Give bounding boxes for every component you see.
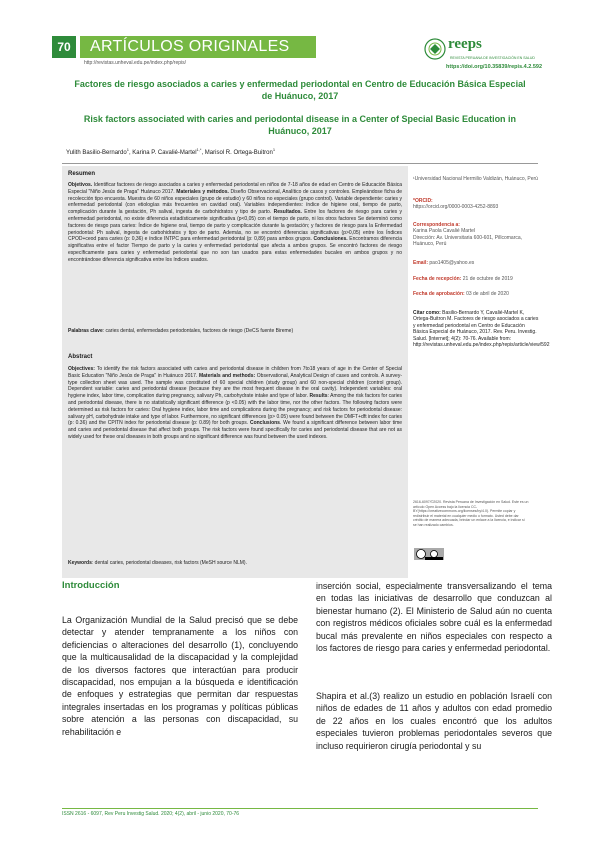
text: : Among the risk factors for caries and periodontal disease, there is no statistically significant difference (p <0.05) with the labor time, nor the other factors. The following factors were determined as risk factors for caries: Oral hygiene index, labor time and complications during the pregnancy; and risk factors for periodontal disease: salivary pH, carbohydrate intake and type of labor. Furthermore, no significant differences (p> 0.05) were found between the DMFT+dft index for caries (p: 0.36) and the CPITN index for periodontal disease (p: 0.89) for both groups. bbox=[68, 393, 402, 427]
email-label: Email: bbox=[413, 260, 429, 266]
text: To identify the risk factors associated with caries and periodontal disease in children from 7to18 years of age in the Center of Special Basic Education "Niño Jesús de Praga" in Huánuco 2017. bbox=[68, 366, 402, 379]
reception-label: Fecha de recepción: bbox=[413, 276, 462, 282]
palabras-clave bbox=[68, 328, 402, 335]
approval-date bbox=[413, 291, 541, 297]
label: Materials and methods: bbox=[198, 372, 256, 379]
orcid-block bbox=[413, 198, 541, 211]
label: Results bbox=[309, 393, 328, 400]
text: Identificar factores de riesgo asociados a caries y enfermedad periodontal en niños de 7-18 años de edad en Centro de Educación Básica Especial "Niño Jesús de Praga" Huánuco 2017. bbox=[68, 182, 402, 195]
keywords bbox=[68, 560, 402, 567]
text: Diseño Observacional, Analítico de casos y controles. Empleándose ficha de recolección tipo encuesta. Muestra de 60 niños especiales (grupo de estudio) y 60 niños no especiales (grupo control). Variable dependiente: caries y enfermedad periodontal (con etiologías más frecuentes en cavidad oral). Variables independientes: índice de higiene oral, tiempo de parto, complicación durante la gestación, Ph salival, ingesta de carbohidratos y tipo de parto. bbox=[68, 188, 402, 216]
page-number: 70 bbox=[52, 36, 76, 58]
label: Objectives: bbox=[68, 366, 95, 372]
license-text: 2616-6097/©2020. Revista Peruana de Investigación en Salud. Este es un artículo Open Access bajo la licencia CC-BY(https://creativecommons.org/licenses/by/4.0). Permite copiar y redistribuir el material en cualquier medio o formato. Usted debe dar crédito de manera adecuada, brindar un enlace a la licencia, e indicar si se han realizado cambios. bbox=[413, 500, 529, 527]
reception-date bbox=[413, 276, 541, 282]
reception-value: 21 de octubre de 2019 bbox=[461, 276, 513, 282]
author-affiliation-mark: 1,* bbox=[196, 147, 202, 152]
introduction-column-right-para1: inserción social, especialmente transversalizando el tema en todas las iniciativas de desarrollo que conduzcan al bienestar humano (2). El Ministerio de Salud aún no cuenta con registros médicos oficiales sobre cuál es la enfermedad bucal más prevalente en niños especiales con respecto a los factores de riesgo para caries y enfermedad periodontal. bbox=[316, 581, 552, 654]
introduction-column-left: La Organización Mundial de la Salud precisó que se debe detectar y atender tempranamente a los niños con deficiencias o alteraciones del desarrollo (1), concluyendo que la multicausalidad de la discapacidad y la complejidad de los diversos factores que interactúan para producir discapacidad, nos empujan a la búsqueda e identificación de enfoques y estrategias que permitan dar respuestas integrales insertadas en los programas y políticas públicas sobre atención a las personas con discapacidad, su rehabilitación e bbox=[62, 615, 298, 737]
text: : caries dental, enfermedades periodontales, factores de riesgo (DeCS fuente Bireme) bbox=[102, 328, 294, 334]
author-name: Marisol R. Ortega-Buitron bbox=[204, 150, 273, 156]
correspondence-address: Dirección: Av. Universitaria 600-601, Pillcomarca, Huánuco, Perú bbox=[413, 234, 523, 248]
correspondence-block bbox=[413, 222, 541, 248]
cite-text: Basilio-Bernardo Y, Cavalié-Martel K, Ortega-Buitron M. Factores de riesgo asociados a caries y enfermedad periodontal en Centro de Educación Básica Especial de Huánuco, 2017. Rev. Peru. Investig. Salud. [Internet]; 4(2): 70-76. Available from: http://revistas.unheval.edu.pe/index.php/repis/article/view/592 bbox=[413, 310, 550, 349]
title-spanish: Factores de riesgo asociados a caries y enfermedad periodontal en Centro de Educación Básica Especial de Huánuco, 2017 bbox=[74, 79, 526, 101]
text: Observational, Analytical Design of cases and controls. A survey-type collection sheet was used. The sample was constituted of 60 special children (study group) and 60 non-special children (control group). Dependent variable: caries and periodontal disease (because they are the most frequent disease in the oral cavity). Independent variables: oral hygiene index, labor time, complication during pregnancy, salivary Ph, carbohydrate intake and type of labor. bbox=[68, 372, 403, 400]
header-divider bbox=[62, 163, 538, 164]
label: Resultados. bbox=[273, 209, 302, 216]
text: . We found a significant difference between labor time and caries and periodontal disease that affect both groups. The risk factors were found specifically for caries and periodontal disease that are not as widely used for these oral diseases in both groups and no significant difference was found between the used indexes. bbox=[68, 420, 403, 440]
footer-divider bbox=[62, 808, 538, 809]
label: Conclusions bbox=[249, 420, 280, 427]
label: Conclusiones. bbox=[313, 236, 348, 243]
correspondence-label: Correspondencia a: bbox=[413, 222, 460, 228]
resumen-heading: Resumen bbox=[68, 171, 96, 177]
cc-by-license-icon[interactable] bbox=[414, 548, 444, 560]
abstract-body bbox=[68, 366, 402, 441]
label: Palabras clave bbox=[68, 328, 103, 334]
email-value[interactable]: pao1405@yahoo.es bbox=[428, 260, 475, 266]
resumen-body bbox=[68, 182, 402, 264]
email-block bbox=[413, 260, 541, 266]
text: Entre los factores de riesgo para caries y enfermedad periodontal, no existe diferencia estadísticamente significativa (p<0,05) con el tiempo de parto, ni los otros factores Se determinó como factores de riesgo para caries: Índice de higiene oral, tiempo de parto y complicación durante la gestación; y factores de riesgo para la Enfermedad periodontal: Ph salival, ingesta de carbohidratos y tipo de parto. Además, no se encontró diferencias significativas (p>0,05) entre los Índices CPOD+ceod para caries (p: 0,36) e índice INTPC para enfermedad periodontal (p: 0,89) para ambos grupos. bbox=[68, 209, 403, 243]
label: Materiales y métodos. bbox=[176, 188, 229, 195]
introduction-heading: Introducción bbox=[62, 580, 120, 591]
label: Objetivos. bbox=[68, 182, 93, 188]
correspondence-name: Karina Paola Cavalié Martel bbox=[413, 228, 475, 235]
doi-link[interactable]: https://doi.org/10.35839/repis.4.2.592 bbox=[446, 64, 542, 70]
author-name: Yulith Basilio-Bernardo bbox=[66, 150, 127, 156]
section-title: ARTÍCULOS ORIGINALES bbox=[90, 38, 290, 55]
introduction-column-right-para2: Shapira et al.(3) realizo un estudio en población Israelí con niños de edades de 11 años y adultos con edad promedio de 22 años en los cuales encontró que los adultos especiales tuvieron problemas periodontales severos que incluso requirieron cirugía periodontal y su bbox=[316, 691, 552, 751]
author-affiliation-mark: 1 bbox=[126, 147, 129, 152]
cite-as bbox=[413, 310, 550, 349]
abstract-heading: Abstract bbox=[68, 354, 93, 360]
orcid-link[interactable]: https://orcid.org/0000-0003-4252-8893 bbox=[413, 204, 499, 211]
author-name: Karina P. Cavalié-Martel bbox=[132, 150, 197, 156]
footer-citation: ISSN 2616 - 6097, Rev Peru Investig Salud. 2020; 4(2), abril - junio 2020, 70-76 bbox=[62, 811, 240, 817]
affiliation: ¹Universidad Nacional Hermilio Valdizán, Huánuco, Perú bbox=[413, 176, 538, 182]
orcid-label: *ORCID: bbox=[413, 198, 433, 204]
journal-url[interactable]: http://revistas.unheval.edu.pe/index.php/repis/ bbox=[84, 60, 187, 66]
cite-label: Citar como: bbox=[413, 310, 441, 316]
label: Keywords bbox=[68, 560, 92, 566]
text: Encontramos diferencia significativa entre el factor Tiempo de parto y la caries y enfermedad periodontal que afecta a ambos grupos. Se encontró factores de riesgo específicamente para caries y enfermedad periodontal que no son tan usados para estas enfermedades bucales en ambos grupos y no encontrándose diferencia significativa entre los índices usados. bbox=[68, 236, 402, 263]
journal-logo-text: reeps bbox=[448, 36, 482, 52]
title-english: Risk factors associated with caries and periodontal disease in a Center of Special Basic Education in Huánuco, 2017 bbox=[83, 114, 517, 136]
approval-label: Fecha de aprobación: bbox=[413, 291, 465, 297]
author-affiliation-mark: 1 bbox=[272, 147, 276, 152]
approval-value: 03 de abril de 2020 bbox=[464, 291, 509, 297]
author-list: Yulith Basilio-Bernardo$^1$, Karina P. Cavalié-Martel$^{1,*}$, Marisol R. Ortega-Buitron$^1$ bbox=[66, 147, 276, 156]
text: : dental caries, periodontal diseases, risk factors (MeSH source NLM). bbox=[91, 560, 247, 566]
journal-logo-subtitle: REVISTA PERUANA DE INVESTIGACIÓN EN SALUD bbox=[450, 56, 535, 60]
